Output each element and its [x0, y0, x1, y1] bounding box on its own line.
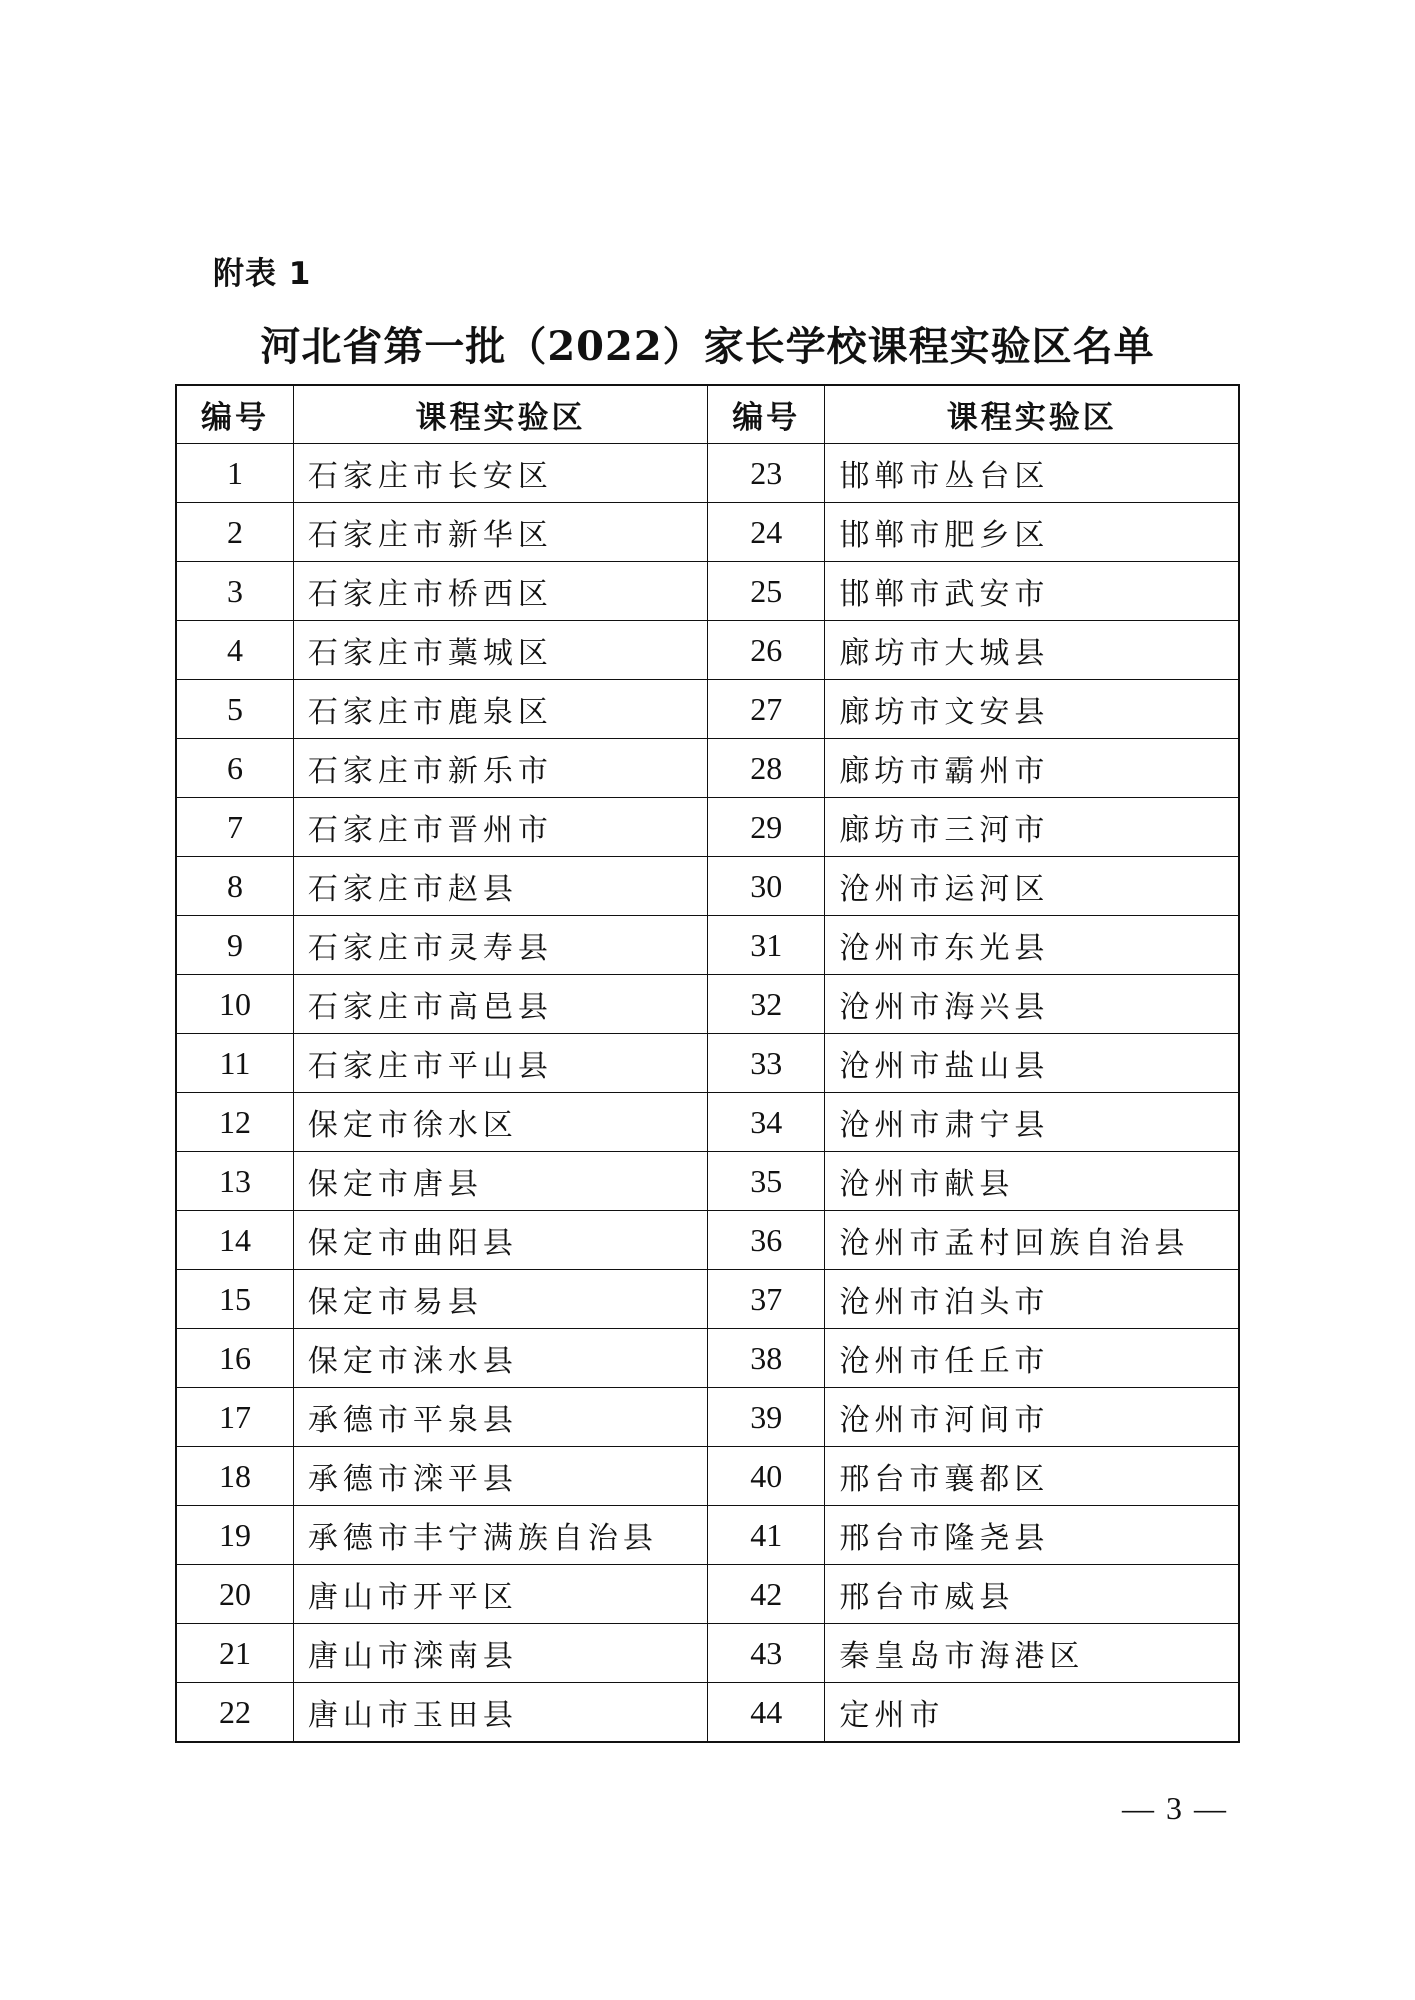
row-number-right: 30: [707, 857, 824, 916]
row-number-left: 4: [176, 621, 293, 680]
row-number-right: 27: [707, 680, 824, 739]
row-number-left: 8: [176, 857, 293, 916]
table-row: [176, 1506, 1239, 1565]
table-row: [176, 798, 1239, 857]
row-area-left: 保定市涞水县: [293, 1329, 707, 1388]
header-number: 编号: [176, 385, 293, 444]
row-area-left: 石家庄市平山县: [293, 1034, 707, 1093]
header-area: 课程实验区: [293, 385, 707, 444]
row-area-right: 沧州市献县: [825, 1152, 1239, 1211]
table-row: [176, 1034, 1239, 1093]
row-area-left: 唐山市玉田县: [293, 1683, 707, 1743]
row-area-left: 石家庄市赵县: [293, 857, 707, 916]
table-row: [176, 1683, 1239, 1743]
row-area-right: 沧州市河间市: [825, 1388, 1239, 1447]
row-area-left: 石家庄市藁城区: [293, 621, 707, 680]
page-number: — 3 —: [1122, 1790, 1228, 1826]
row-number-left: 7: [176, 798, 293, 857]
table-row: [176, 739, 1239, 798]
row-area-left: 保定市徐水区: [293, 1093, 707, 1152]
row-number-right: 35: [707, 1152, 824, 1211]
row-area-right: 沧州市运河区: [825, 857, 1239, 916]
row-area-right: 廊坊市霸州市: [825, 739, 1239, 798]
row-area-left: 保定市曲阳县: [293, 1211, 707, 1270]
row-number-left: 22: [176, 1683, 293, 1743]
row-number-right: 24: [707, 503, 824, 562]
row-area-left: 石家庄市高邑县: [293, 975, 707, 1034]
row-number-right: 43: [707, 1624, 824, 1683]
row-area-left: 承德市丰宁满族自治县: [293, 1506, 707, 1565]
table-row: [176, 1329, 1239, 1388]
row-number-right: 26: [707, 621, 824, 680]
row-area-left: 石家庄市鹿泉区: [293, 680, 707, 739]
row-area-left: 唐山市滦南县: [293, 1624, 707, 1683]
table-row: [176, 444, 1239, 503]
row-number-left: 2: [176, 503, 293, 562]
row-number-left: 1: [176, 444, 293, 503]
row-area-left: 保定市易县: [293, 1270, 707, 1329]
row-area-right: 沧州市孟村回族自治县: [825, 1211, 1239, 1270]
attachment-label: 附表 1: [213, 256, 312, 292]
row-number-left: 18: [176, 1447, 293, 1506]
table-row: [176, 916, 1239, 975]
table-row: [176, 1447, 1239, 1506]
row-number-left: 17: [176, 1388, 293, 1447]
row-area-right: 邯郸市肥乡区: [825, 503, 1239, 562]
row-area-right: 邯郸市丛台区: [825, 444, 1239, 503]
table-row: [176, 562, 1239, 621]
header-number-2: 编号: [707, 385, 824, 444]
row-number-left: 15: [176, 1270, 293, 1329]
row-number-right: 23: [707, 444, 824, 503]
experimental-zone-table: [175, 384, 1240, 1743]
row-number-right: 29: [707, 798, 824, 857]
row-area-right: 邢台市威县: [825, 1565, 1239, 1624]
row-number-right: 32: [707, 975, 824, 1034]
row-area-left: 保定市唐县: [293, 1152, 707, 1211]
row-number-left: 11: [176, 1034, 293, 1093]
table-row: [176, 680, 1239, 739]
row-number-right: 44: [707, 1683, 824, 1743]
row-number-left: 6: [176, 739, 293, 798]
row-area-right: 廊坊市大城县: [825, 621, 1239, 680]
row-number-right: 31: [707, 916, 824, 975]
row-number-right: 41: [707, 1506, 824, 1565]
row-area-left: 唐山市开平区: [293, 1565, 707, 1624]
document-title: 河北省第一批（2022）家长学校课程实验区名单: [260, 323, 1155, 370]
row-area-right: 沧州市肃宁县: [825, 1093, 1239, 1152]
table-row: [176, 857, 1239, 916]
row-area-right: 廊坊市文安县: [825, 680, 1239, 739]
row-area-right: 秦皇岛市海港区: [825, 1624, 1239, 1683]
table-row: [176, 1624, 1239, 1683]
row-area-left: 石家庄市长安区: [293, 444, 707, 503]
table-body: [176, 444, 1239, 1743]
table-row: [176, 1152, 1239, 1211]
table-header-row: [176, 385, 1239, 444]
row-number-left: 12: [176, 1093, 293, 1152]
row-area-right: 沧州市任丘市: [825, 1329, 1239, 1388]
row-area-right: 定州市: [825, 1683, 1239, 1743]
table-row: [176, 1270, 1239, 1329]
row-number-right: 38: [707, 1329, 824, 1388]
row-number-right: 42: [707, 1565, 824, 1624]
row-area-right: 沧州市海兴县: [825, 975, 1239, 1034]
row-area-right: 廊坊市三河市: [825, 798, 1239, 857]
row-area-left: 石家庄市桥西区: [293, 562, 707, 621]
row-number-right: 37: [707, 1270, 824, 1329]
table-row: [176, 1388, 1239, 1447]
table-row: [176, 975, 1239, 1034]
row-number-left: 19: [176, 1506, 293, 1565]
row-number-left: 10: [176, 975, 293, 1034]
row-area-right: 邯郸市武安市: [825, 562, 1239, 621]
row-number-left: 20: [176, 1565, 293, 1624]
row-number-right: 39: [707, 1388, 824, 1447]
row-area-right: 邢台市隆尧县: [825, 1506, 1239, 1565]
row-area-right: 沧州市盐山县: [825, 1034, 1239, 1093]
row-number-right: 28: [707, 739, 824, 798]
row-number-right: 40: [707, 1447, 824, 1506]
row-number-left: 5: [176, 680, 293, 739]
table-row: [176, 621, 1239, 680]
table-row: [176, 1565, 1239, 1624]
row-area-left: 石家庄市灵寿县: [293, 916, 707, 975]
table-row: [176, 1093, 1239, 1152]
row-number-right: 36: [707, 1211, 824, 1270]
header-area-2: 课程实验区: [825, 385, 1239, 444]
table-row: [176, 503, 1239, 562]
table-row: [176, 1211, 1239, 1270]
row-area-left: 承德市滦平县: [293, 1447, 707, 1506]
row-number-left: 9: [176, 916, 293, 975]
row-number-right: 33: [707, 1034, 824, 1093]
row-number-left: 3: [176, 562, 293, 621]
row-number-left: 16: [176, 1329, 293, 1388]
row-number-left: 13: [176, 1152, 293, 1211]
row-area-left: 承德市平泉县: [293, 1388, 707, 1447]
row-area-left: 石家庄市新华区: [293, 503, 707, 562]
row-area-right: 沧州市泊头市: [825, 1270, 1239, 1329]
row-number-right: 25: [707, 562, 824, 621]
row-number-left: 21: [176, 1624, 293, 1683]
row-number-right: 34: [707, 1093, 824, 1152]
row-number-left: 14: [176, 1211, 293, 1270]
row-area-right: 沧州市东光县: [825, 916, 1239, 975]
row-area-left: 石家庄市新乐市: [293, 739, 707, 798]
row-area-left: 石家庄市晋州市: [293, 798, 707, 857]
row-area-right: 邢台市襄都区: [825, 1447, 1239, 1506]
